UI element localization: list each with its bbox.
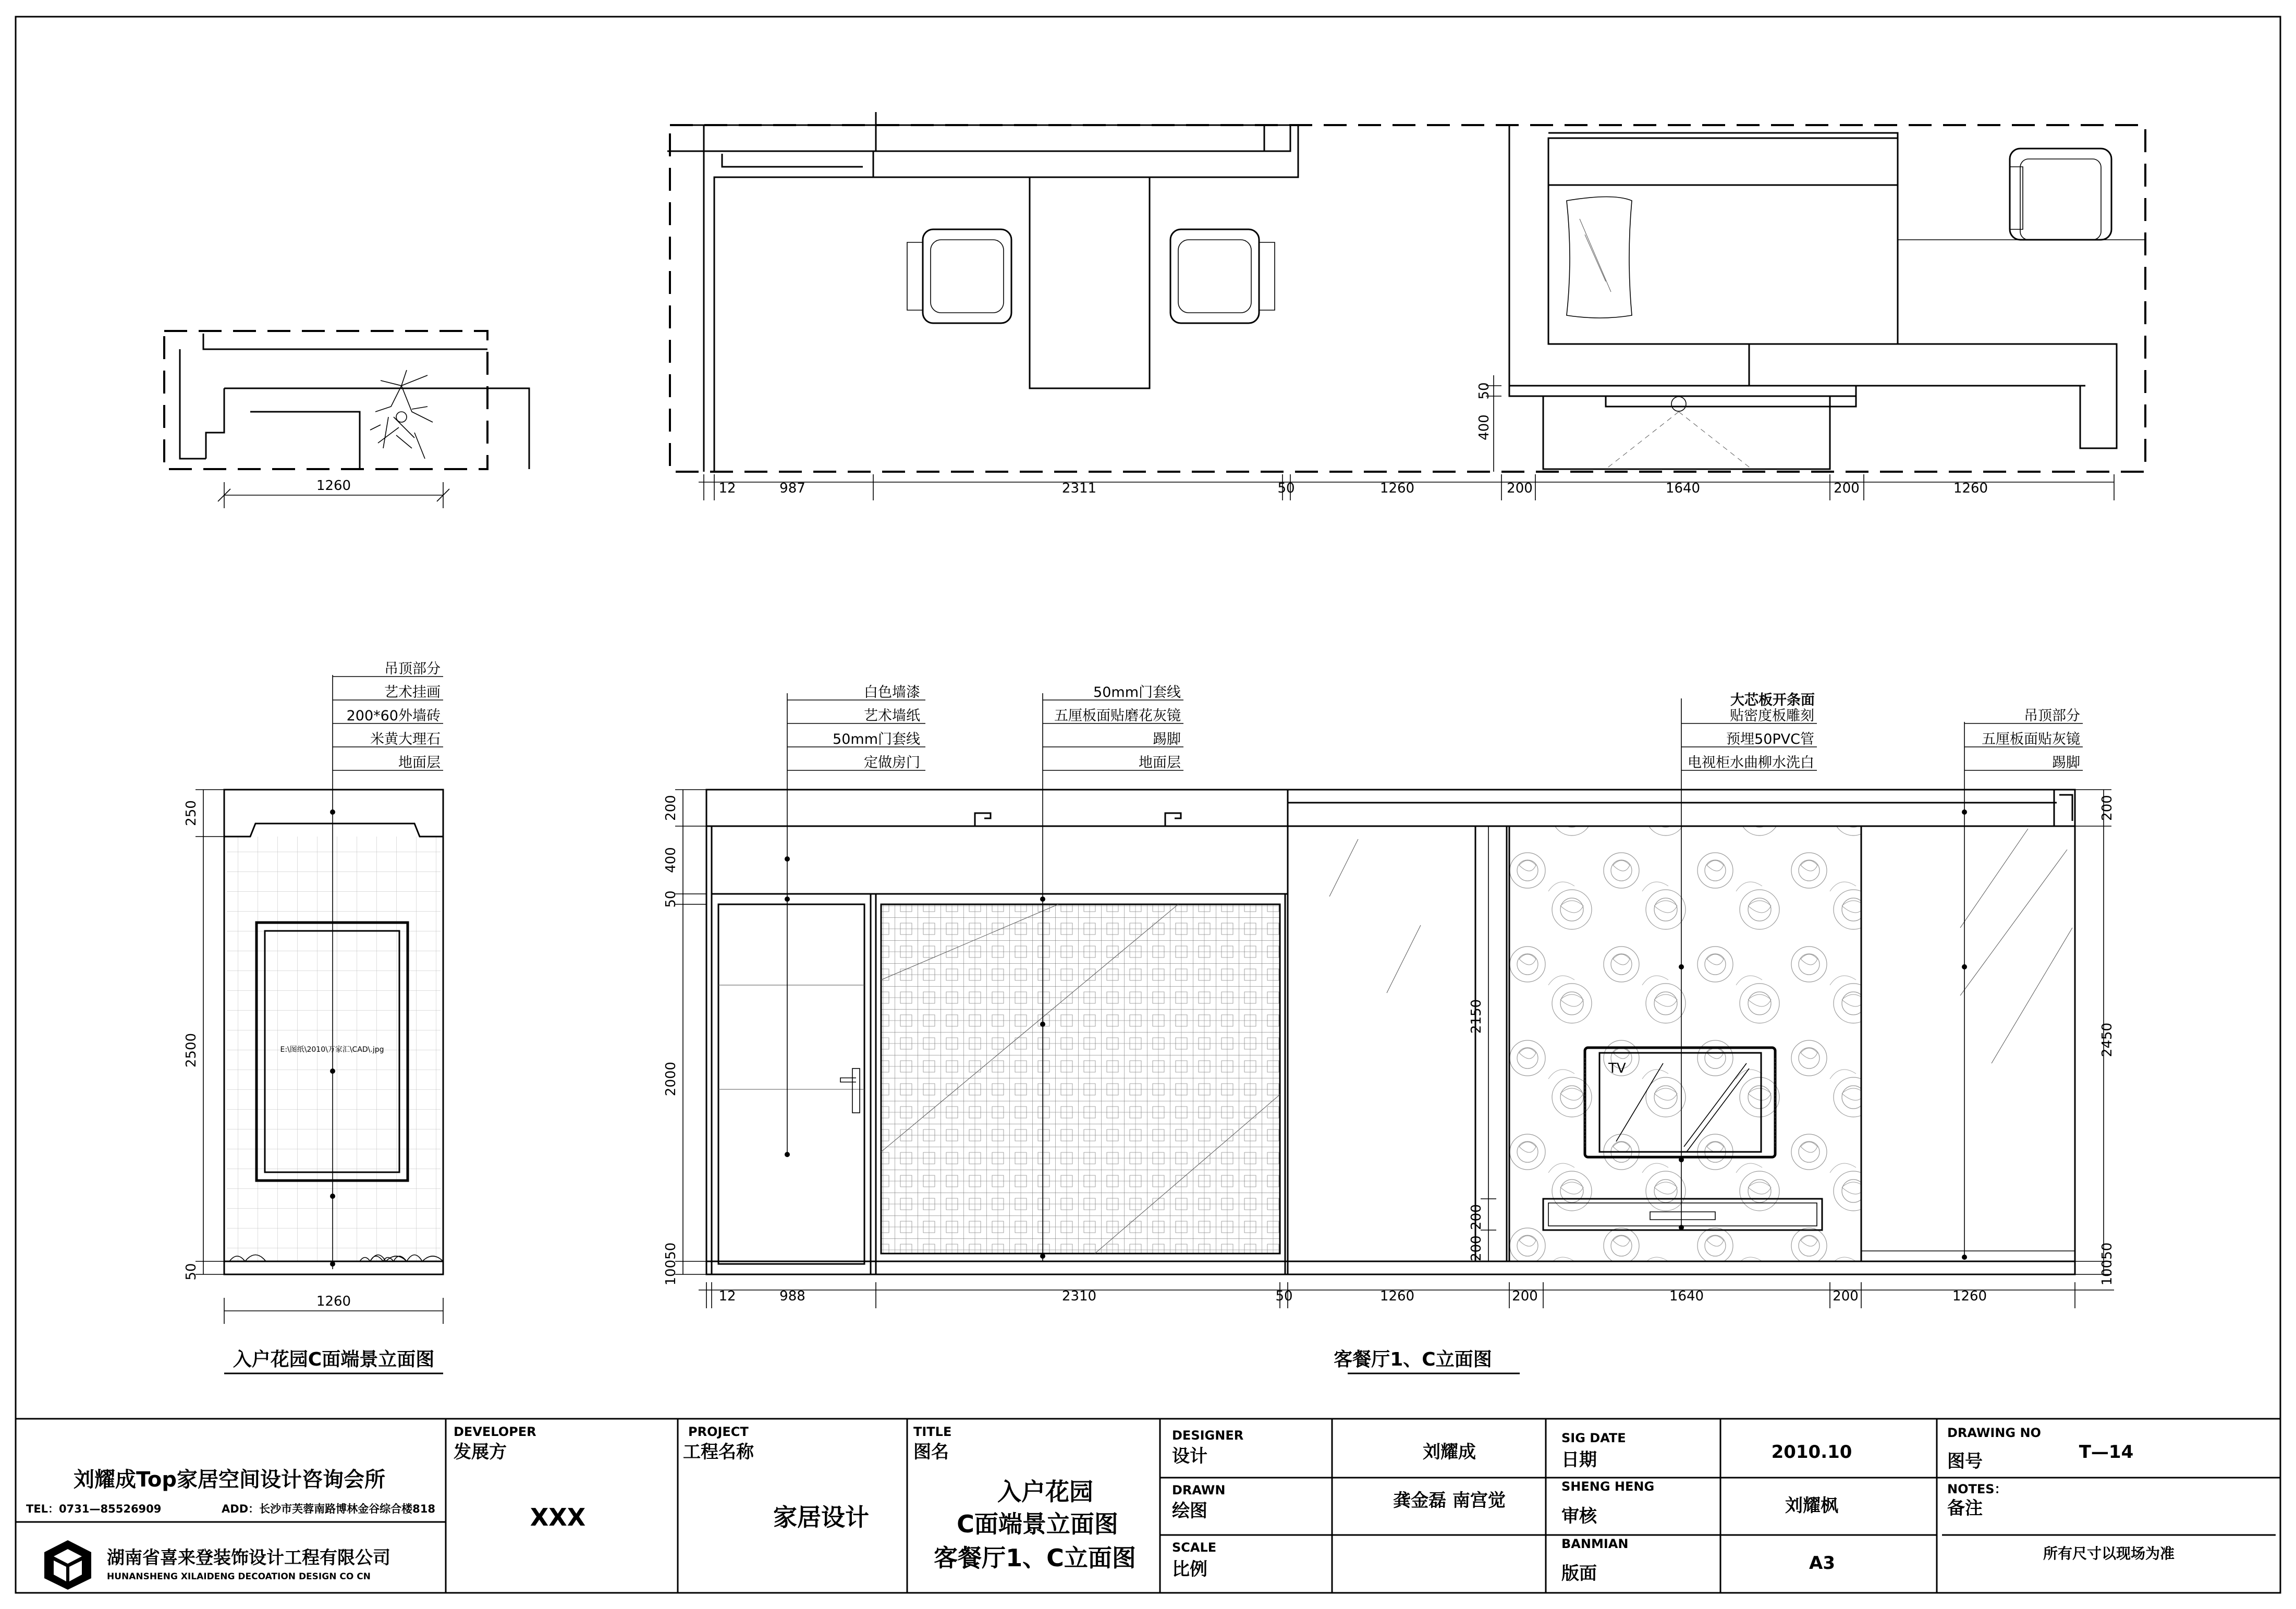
door-handle-icon [840,1068,860,1113]
firm-name-en: HUNANSHENG XILAIDENG DECOATION DESIGN CO CN [107,1571,371,1582]
designer-label-cn: 设计 [1172,1446,1207,1467]
company-name: 刘耀成Top家居空间设计咨询会所 [73,1468,386,1492]
material-label: 艺术墙纸 [864,708,920,724]
sheng-label-cn: 审核 [1561,1506,1597,1527]
title-line-1: 入户花园 [997,1478,1093,1506]
dim-label: 1260 [316,478,351,494]
caption-living-dining: 客餐厅1、C立面图 [1334,1349,1492,1370]
developer-label-cn: 发展方 [454,1442,507,1463]
material-label: 吊顶部分 [2024,708,2080,724]
small-plan [164,331,529,469]
vdim: 50 [1476,382,1492,400]
company-address: ADD：长沙市芙蓉南路博林金谷综合楼818 [222,1503,435,1515]
dim-label: 200 [1834,481,1860,496]
hdim: 2310 [1061,1288,1097,1304]
material-label: 地面层 [1139,755,1181,771]
dim-label: 987 [779,481,805,496]
firm-name-cn: 湖南省喜来登装饰设计工程有限公司 [107,1547,390,1568]
lattice-mirror-panel [881,904,1280,1254]
material-label: 五厘板面贴磨花灰镜 [1054,708,1181,724]
main-plan-dimensions [699,474,2114,500]
tv-label: TV [1608,1061,1626,1076]
designer-label-en: DESIGNER [1172,1428,1244,1443]
title-label-en: TITLE [913,1424,952,1439]
sheng-value: 刘耀枫 [1785,1495,1838,1516]
main-plan-vdims [1476,375,1501,472]
vdim: 200 [1469,1204,1484,1230]
pillow [1567,197,1632,318]
elevation-main-hdims [699,1282,2114,1308]
material-label: 预埋50PVC管 [1726,731,1814,747]
vdim: 10050 [2099,1242,2115,1286]
dim-label: 12 [718,481,736,496]
door [718,904,864,1264]
firm-logo-icon [44,1540,91,1590]
vdim: 400 [1476,414,1492,440]
banmian-label-cn: 版面 [1561,1563,1597,1584]
dim-label: 1640 [1665,481,1701,496]
hdim: 1260 [316,1294,351,1309]
sigdate-label-cn: 日期 [1561,1450,1597,1470]
vdim: 200 [2099,795,2115,821]
title-label-cn: 图名 [913,1442,949,1463]
vdim: 2000 [663,1061,679,1097]
vdim: 2150 [1469,999,1484,1034]
title-line-2: C面端景立面图 [957,1510,1118,1538]
bed [1548,138,1898,344]
hdim: 1260 [1952,1288,1987,1304]
dining-table [1030,177,1150,388]
material-label: 大芯板开条面 [1730,692,1815,708]
dim-label: 50 [1277,481,1295,496]
developer-label-en: DEVELOPER [454,1424,536,1439]
banmian-label-en: BANMIAN [1561,1537,1629,1551]
material-label: 50mm门套线 [1093,684,1181,701]
notes-label-cn: 备注 [1947,1498,1983,1519]
material-label: 艺术挂画 [384,684,441,701]
drawn-label-en: DRAWN [1172,1483,1226,1497]
vdim: 200 [663,795,679,821]
material-label: 地面层 [398,755,441,771]
vdim: 2450 [2099,1022,2115,1058]
material-label: 吊顶部分 [384,661,441,677]
vdim: 2500 [184,1033,199,1068]
developer-value: XXX [530,1503,586,1531]
dim-label: 2311 [1061,481,1097,496]
picture-path-text: E:\图纸\2010\万家汇\CAD\.jpg [280,1046,384,1054]
scale-label-cn: 比例 [1172,1559,1207,1580]
material-label: 踢脚 [1153,731,1181,747]
hdim: 12 [718,1288,736,1304]
material-label: 50mm门套线 [833,731,920,747]
elevation-living-dining [706,790,2075,1274]
project-value: 家居设计 [773,1503,869,1531]
material-label: 定做房门 [864,755,920,771]
sheng-label-en: SHENG HENG [1561,1479,1655,1494]
material-label: 200*60外墙砖 [346,708,441,724]
hdim: 200 [1512,1288,1538,1304]
company-tel: TEL：0731—85526909 [26,1503,162,1515]
material-label: 电视柜水曲柳水洗白 [1688,755,1814,771]
dim-label: 200 [1507,481,1533,496]
armchair-right [2010,149,2111,240]
tv-feature-wall [1509,826,1861,1261]
project-label-cn: 工程名称 [683,1442,754,1463]
sigdate-label-en: SIG DATE [1561,1431,1626,1445]
vdim: 250 [184,800,199,826]
drawingno-label-cn: 图号 [1947,1451,1983,1472]
material-label: 五厘板面贴灰镜 [1982,731,2080,747]
drawn-label-cn: 绘图 [1172,1501,1207,1521]
chair-right [1170,229,1275,323]
dim-label: 1260 [1379,481,1415,496]
notes-value: 所有尺寸以现场为准 [2043,1545,2175,1562]
hdim: 200 [1833,1288,1859,1304]
small-plan-dimension [218,478,449,508]
chair-left [907,229,1011,323]
material-label: 贴密度板雕刻 [1730,708,1814,724]
material-label: 米黄大理石 [370,731,441,747]
title-block [16,1419,2280,1593]
plant-sketch [370,370,433,459]
hdim: 50 [1275,1288,1293,1304]
title-line-3: 客餐厅1、C立面图 [934,1544,1136,1572]
drawn-value: 龚金磊 南宫觉 [1393,1490,1506,1511]
hdim: 1260 [1379,1288,1415,1304]
designer-value: 刘耀成 [1423,1442,1476,1463]
material-label: 踢脚 [2052,755,2080,771]
vdim: 50 [184,1263,199,1281]
caption-entry-garden: 入户花园C面端景立面图 [233,1349,435,1370]
notes-label-en: NOTES： [1947,1482,2007,1496]
banmian-value: A3 [1809,1553,1835,1574]
hdim: 988 [779,1288,805,1304]
project-label-en: PROJECT [688,1424,749,1439]
drawingno-label-en: DRAWING NO [1947,1426,2041,1440]
elevation-entry-garden [224,790,443,1274]
dim-label: 1260 [1953,481,1988,496]
main-plan [667,112,2145,472]
vdim: 10050 [663,1242,679,1286]
drawingno-value: T—14 [2079,1442,2134,1463]
sigdate-value: 2010.10 [1771,1442,1852,1463]
material-label: 白色墙漆 [864,684,920,701]
hdim: 1640 [1669,1288,1704,1304]
vdim: 400 [663,847,679,873]
vdim: 200 [1469,1235,1484,1261]
scale-label-en: SCALE [1172,1540,1217,1555]
vdim: 50 [663,890,679,908]
